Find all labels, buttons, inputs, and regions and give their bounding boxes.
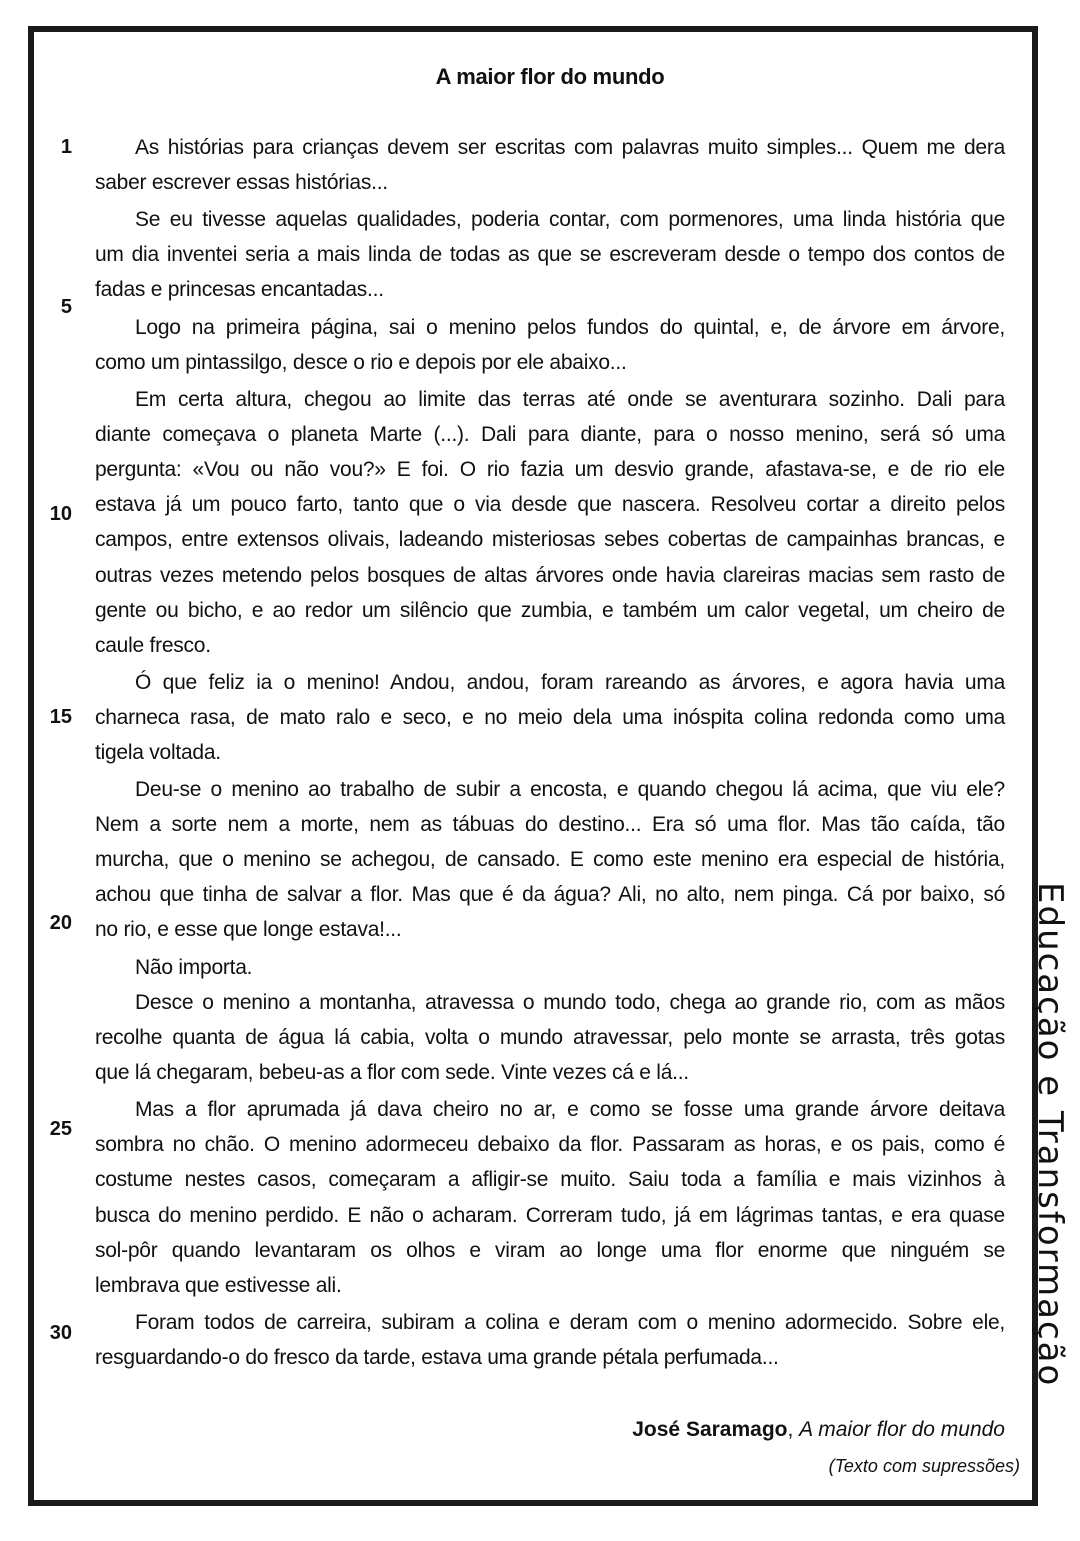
text-line: Em certa altura, chegou ao limite das terras até onde se aventurara sozinho. Dali para bbox=[135, 388, 1005, 411]
text-line: achou que tinha de salvar a flor. Mas que é da água? Ali, no alto, nem pinga. Cá por baixo, só bbox=[95, 883, 1005, 906]
text-line: costume nestes casos, começaram a afligir-se muito. Saiu toda a família e mais vizinhos à bbox=[95, 1168, 1005, 1191]
text-line: charneca rasa, de mato ralo e seco, e no meio dela uma inóspita colina redonda como uma bbox=[95, 706, 1005, 729]
text-line: campos, entre extensos olivais, ladeando misteriosas sebes cobertas de campainhas brancas, e bbox=[95, 528, 1005, 551]
text-line: pergunta: «Vou ou não vou?» E foi. O rio fazia um desvio grande, afastava-se, e de rio ele bbox=[95, 458, 1005, 481]
signature bbox=[632, 1418, 1005, 1442]
text-line: que lá chegaram, bebeu-as a flor com sede. Vinte vezes cá e lá... bbox=[95, 1061, 689, 1084]
text-line: estava já um pouco farto, tanto que o via desde que nascera. Resolveu cortar a direito pelos bbox=[95, 493, 1005, 516]
text-line: no rio, e esse que longe estava!... bbox=[95, 918, 402, 941]
line-number: 5 bbox=[60, 296, 72, 318]
text-line: gente ou bicho, e ao redor um silêncio que zumbia, e também um calor vegetal, um cheiro de bbox=[95, 599, 1005, 622]
text-line: saber escrever essas histórias... bbox=[95, 171, 388, 194]
line-number: 10 bbox=[49, 503, 72, 525]
text-line: Desce o menino a montanha, atravessa o mundo todo, chega ao grande rio, com as mãos bbox=[135, 991, 1005, 1014]
text-line: murcha, que o menino se achegou, de cansado. E como este menino era especial de história, bbox=[95, 848, 1005, 871]
source-note: (Texto com supressões) bbox=[828, 1456, 1020, 1476]
text-line: busca do menino perdido. E não o acharam. Correram tudo, já em lágrimas tantas, e era quase bbox=[95, 1204, 1005, 1227]
text-line: caule fresco. bbox=[95, 634, 211, 657]
line-number: 15 bbox=[49, 706, 72, 728]
line-number: 1 bbox=[60, 136, 72, 158]
text-line: sombra no chão. O menino adormeceu debaixo da flor. Passaram as horas, e os pais, como é bbox=[95, 1133, 1005, 1156]
page-title: A maior flor do mundo bbox=[435, 64, 665, 89]
text-line: Ó que feliz ia o menino! Andou, andou, foram rareando as árvores, e agora havia uma bbox=[135, 671, 1005, 694]
text-line: resguardando-o do fresco da tarde, estava uma grande pétala perfumada... bbox=[95, 1346, 779, 1369]
text-line: diante começava o planeta Marte (...). Dali para diante, para o nosso menino, será só uma bbox=[95, 423, 1005, 446]
text-line: outras vezes metendo pelos bosques de altas árvores onde havia clareiras macias sem rasto de bbox=[95, 564, 1005, 587]
text-line: Não importa. bbox=[135, 956, 253, 979]
text-line: um dia inventei seria a mais linda de todas as que se escreveram desde o tempo dos contos de bbox=[95, 243, 1005, 266]
text-line: sol-pôr quando levantaram os olhos e viram ao longe uma flor enorme que ninguém se bbox=[95, 1239, 1005, 1262]
signature-separator: , bbox=[787, 1418, 800, 1441]
text-line: recolhe quanta de água lá cabia, volta o mundo atravessar, pelo monte se arrasta, três gotas bbox=[95, 1026, 1005, 1049]
book-title: A maior flor do mundo bbox=[799, 1418, 1005, 1441]
author-name: José Saramago bbox=[632, 1418, 788, 1441]
text-line: Deu-se o menino ao trabalho de subir a encosta, e quando chegou lá acima, que viu ele? bbox=[135, 778, 1005, 801]
text-line: As histórias para crianças devem ser escritas com palavras muito simples... Quem me dera bbox=[135, 136, 1005, 159]
watermark-text: Educação e Transformação bbox=[1030, 882, 1070, 1388]
text-line: Nem a sorte nem a morte, nem as tábuas do destino... Era só uma flor. Mas tão caída, tão bbox=[95, 813, 1005, 836]
text-line: tigela voltada. bbox=[95, 741, 221, 764]
line-number: 25 bbox=[49, 1118, 72, 1140]
line-number: 20 bbox=[49, 912, 72, 934]
text-line: fadas e princesas encantadas... bbox=[95, 278, 384, 301]
line-number: 30 bbox=[49, 1322, 72, 1344]
text-line: Se eu tivesse aquelas qualidades, poderia contar, com pormenores, uma linda história que bbox=[135, 208, 1005, 231]
text-line: Logo na primeira página, sai o menino pelos fundos do quintal, e, de árvore em árvore, bbox=[135, 316, 1005, 339]
text-line: lembrava que estivesse ali. bbox=[95, 1274, 342, 1297]
text-line: como um pintassilgo, desce o rio e depois por ele abaixo... bbox=[95, 351, 627, 374]
watermark bbox=[1030, 882, 1080, 1478]
text-line: Mas a flor aprumada já dava cheiro no ar, e como se fosse uma grande árvore deitava bbox=[135, 1098, 1005, 1121]
text-line: Foram todos de carreira, subiram a colina e deram com o menino adormecido. Sobre ele, bbox=[135, 1311, 1005, 1334]
